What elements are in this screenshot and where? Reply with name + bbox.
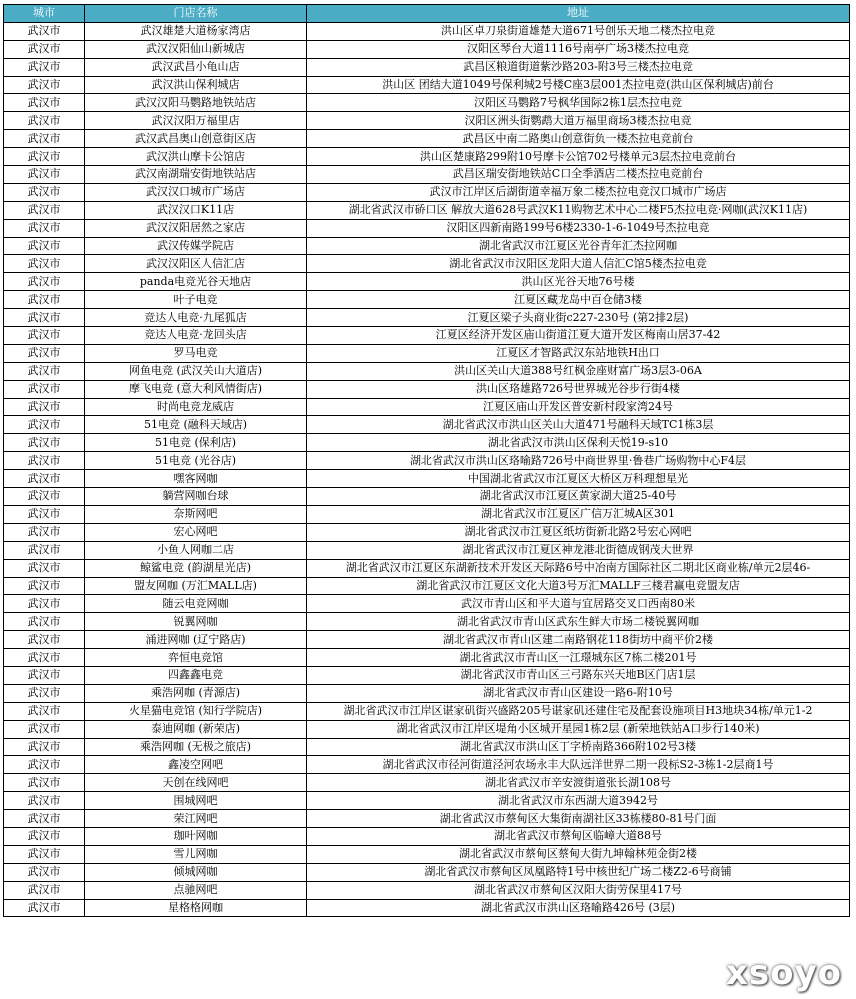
column-header-address: 地址 — [307, 5, 850, 23]
city-cell: 武汉市 — [4, 523, 85, 541]
store-name-cell: 武汉武昌小龟山店 — [85, 58, 307, 76]
table-row — [4, 541, 850, 559]
store-name-cell: 武汉洪山保利城店 — [85, 76, 307, 94]
address-cell: 江夏区藏龙岛中百仓储3楼 — [307, 291, 850, 309]
address-cell: 汉阳区洲头街鹦鹉大道万福里商场3楼杰拉电竞 — [307, 112, 850, 130]
table-row — [4, 183, 850, 201]
address-cell: 洪山区关山大道388号红枫金座财富广场3层3-06A — [307, 362, 850, 380]
city-cell: 武汉市 — [4, 273, 85, 291]
store-name-cell: 雪儿网咖 — [85, 845, 307, 863]
address-cell: 湖北省武汉市洪山区丁字桥南路366附102号3楼 — [307, 738, 850, 756]
table-row — [4, 863, 850, 881]
city-cell: 武汉市 — [4, 505, 85, 523]
table-row — [4, 58, 850, 76]
store-name-cell: 小鱼人网咖二店 — [85, 541, 307, 559]
city-cell: 武汉市 — [4, 58, 85, 76]
address-cell: 湖北省武汉市蔡甸区临嶂大道88号 — [307, 827, 850, 845]
address-cell: 湖北省武汉市青山区三弓路东兴天地B区门店1层 — [307, 666, 850, 684]
address-cell: 洪山区卓刀泉街道雄楚大道671号创乐天地二楼杰拉电竞 — [307, 22, 850, 40]
store-name-cell: 倾城网咖 — [85, 863, 307, 881]
store-name-cell: 锐翼网咖 — [85, 613, 307, 631]
city-cell: 武汉市 — [4, 559, 85, 577]
city-cell: 武汉市 — [4, 613, 85, 631]
address-cell: 湖北省武汉市青山区武东生鲜大市场二楼锐翼网咖 — [307, 613, 850, 631]
table-row — [4, 201, 850, 219]
city-cell: 武汉市 — [4, 827, 85, 845]
city-cell: 武汉市 — [4, 863, 85, 881]
store-name-cell: 武汉南湖瑞安街地铁站店 — [85, 166, 307, 184]
store-name-cell: 荣江网吧 — [85, 810, 307, 828]
city-cell: 武汉市 — [4, 470, 85, 488]
store-name-cell: 51电竞 (融科天域店) — [85, 416, 307, 434]
table-row — [4, 94, 850, 112]
address-cell: 湖北省武汉市青山区建设一路6-附10号 — [307, 684, 850, 702]
address-cell: 湖北省武汉市洪山区关山大道471号融科天域TC1栋3层 — [307, 416, 850, 434]
store-name-cell: 泰迪网咖 (新荣店) — [85, 720, 307, 738]
address-cell: 武昌区粮道街道紫沙路203-附3号三楼杰拉电竞 — [307, 58, 850, 76]
city-cell: 武汉市 — [4, 201, 85, 219]
address-cell: 江夏区经济开发区庙山街道江夏大道开发区梅南山居37-42 — [307, 327, 850, 345]
table-row — [4, 702, 850, 720]
city-cell: 武汉市 — [4, 649, 85, 667]
city-cell: 武汉市 — [4, 738, 85, 756]
table-row — [4, 380, 850, 398]
address-cell: 湖北省武汉市硚口区 解放大道628号武汉K11购物艺术中心二楼F5杰拉电竞·网咖(武汉K11店) — [307, 201, 850, 219]
address-cell: 湖北省武汉市江夏区广信万汇城A区301 — [307, 505, 850, 523]
table-row — [4, 577, 850, 595]
address-cell: 湖北省武汉市洪山区保利天悦19-s10 — [307, 434, 850, 452]
city-cell: 武汉市 — [4, 76, 85, 94]
store-name-cell: 弈恒电竞馆 — [85, 649, 307, 667]
city-cell: 武汉市 — [4, 22, 85, 40]
table-row — [4, 273, 850, 291]
city-cell: 武汉市 — [4, 684, 85, 702]
table-row — [4, 792, 850, 810]
address-cell: 湖北省武汉市东西湖大道3942号 — [307, 792, 850, 810]
store-name-cell: 嘿客网咖 — [85, 470, 307, 488]
city-cell: 武汉市 — [4, 255, 85, 273]
city-cell: 武汉市 — [4, 434, 85, 452]
store-name-cell: 奈斯网吧 — [85, 505, 307, 523]
city-cell: 武汉市 — [4, 112, 85, 130]
city-cell: 武汉市 — [4, 774, 85, 792]
address-cell: 湖北省武汉市洪山区珞喻路426号 (3层) — [307, 899, 850, 917]
table-row — [4, 595, 850, 613]
store-name-cell: 星格格网咖 — [85, 899, 307, 917]
address-cell: 江夏区梁子头商业街c227-230号 (第2排2层) — [307, 309, 850, 327]
table-row — [4, 219, 850, 237]
city-cell: 武汉市 — [4, 94, 85, 112]
city-cell: 武汉市 — [4, 488, 85, 506]
city-cell: 武汉市 — [4, 237, 85, 255]
address-cell: 湖北省武汉市江夏区光谷青年汇杰拉网咖 — [307, 237, 850, 255]
address-cell: 武昌区中南二路奥山创意街负一楼杰拉电竞前台 — [307, 130, 850, 148]
city-cell: 武汉市 — [4, 148, 85, 166]
table-row — [4, 827, 850, 845]
address-cell: 湖北省武汉市江夏区神龙港北街德成钢茂大世界 — [307, 541, 850, 559]
store-name-cell: 武汉武昌奥山创意街区店 — [85, 130, 307, 148]
store-name-cell: 随云电竞网咖 — [85, 595, 307, 613]
address-cell: 武汉市江岸区后湖街道幸福万象二楼杰拉电竞汉口城市广场店 — [307, 183, 850, 201]
table-row — [4, 845, 850, 863]
table-row — [4, 416, 850, 434]
store-name-cell: 武汉传媒学院店 — [85, 237, 307, 255]
city-cell: 武汉市 — [4, 183, 85, 201]
address-cell: 湖北省武汉市蔡甸区汉阳大街劳保里417号 — [307, 881, 850, 899]
table-row — [4, 327, 850, 345]
table-row — [4, 255, 850, 273]
address-cell: 洪山区 团结大道1049号保利城2号楼C座3层001杰拉电竞(洪山区保利城店)前台 — [307, 76, 850, 94]
address-cell: 湖北省武汉市江夏区文化大道3号万汇MALLF三楼君赢电竞盟友店 — [307, 577, 850, 595]
store-name-cell: 武汉雄楚大道杨家湾店 — [85, 22, 307, 40]
address-cell: 湖北省武汉市青山区一江璟城东区7栋二楼201号 — [307, 649, 850, 667]
city-cell: 武汉市 — [4, 845, 85, 863]
address-cell: 汉阳区四新南路199号6楼2330-1-6-1049号杰拉电竞 — [307, 219, 850, 237]
table-row — [4, 362, 850, 380]
store-name-cell: 竞达人电竞·龙回头店 — [85, 327, 307, 345]
address-cell: 汉阳区马鹦路7号枫华国际2栋1层杰拉电竞 — [307, 94, 850, 112]
city-cell: 武汉市 — [4, 416, 85, 434]
column-header-store-name: 门店名称 — [85, 5, 307, 23]
store-name-cell: 宏心网吧 — [85, 523, 307, 541]
store-list-table — [3, 4, 850, 917]
city-cell: 武汉市 — [4, 666, 85, 684]
address-cell: 中国湖北省武汉市江夏区大桥区万科理想星光 — [307, 470, 850, 488]
store-name-cell: 51电竞 (保利店) — [85, 434, 307, 452]
table-row — [4, 148, 850, 166]
table-row — [4, 631, 850, 649]
store-name-cell: 罗马电竞 — [85, 344, 307, 362]
city-cell: 武汉市 — [4, 398, 85, 416]
city-cell: 武汉市 — [4, 327, 85, 345]
address-cell: 汉阳区琴台大道1116号南亭广场3楼杰拉电竞 — [307, 40, 850, 58]
table-body — [4, 22, 850, 917]
store-name-cell: 武汉洪山摩卡公馆店 — [85, 148, 307, 166]
store-name-cell: 天创在线网吧 — [85, 774, 307, 792]
city-cell: 武汉市 — [4, 452, 85, 470]
store-name-cell: 武汉汉阳万福里店 — [85, 112, 307, 130]
address-cell: 湖北省武汉市汉阳区龙阳大道人信汇C馆5楼杰拉电竞 — [307, 255, 850, 273]
store-name-cell: 时尚电竞龙威店 — [85, 398, 307, 416]
city-cell: 武汉市 — [4, 166, 85, 184]
table-row — [4, 344, 850, 362]
store-name-cell: panda电竞光谷天地店 — [85, 273, 307, 291]
store-name-cell: 51电竞 (光谷店) — [85, 452, 307, 470]
table-row — [4, 40, 850, 58]
table-row — [4, 523, 850, 541]
city-cell: 武汉市 — [4, 291, 85, 309]
table-row — [4, 810, 850, 828]
table-row — [4, 291, 850, 309]
table-row — [4, 666, 850, 684]
store-name-cell: 武汉汉阳仙山新城店 — [85, 40, 307, 58]
store-name-cell: 网鱼电竞 (武汉关山大道店) — [85, 362, 307, 380]
store-name-cell: 竞达人电竞·九尾狐店 — [85, 309, 307, 327]
store-name-cell: 武汉汉阳区人信汇店 — [85, 255, 307, 273]
store-name-cell: 火星猫电竞馆 (知行学院店) — [85, 702, 307, 720]
store-name-cell: 武汉汉口城市广场店 — [85, 183, 307, 201]
store-name-cell: 鲸鲨电竞 (韵湖星光店) — [85, 559, 307, 577]
store-name-cell: 鑫凌空网吧 — [85, 756, 307, 774]
address-cell: 湖北省武汉市江夏区黄家湖大道25-40号 — [307, 488, 850, 506]
table-row — [4, 756, 850, 774]
address-cell: 湖北省武汉市江岸区堤角小区城开星园1栋2层 (新荣地铁站A口步行140米) — [307, 720, 850, 738]
address-cell: 湖北省武汉市青山区建二南路钢花118街坊中商平价2楼 — [307, 631, 850, 649]
table-row — [4, 684, 850, 702]
city-cell: 武汉市 — [4, 344, 85, 362]
address-cell: 洪山区楚康路299附10号摩卡公馆702号楼单元3层杰拉电竞前台 — [307, 148, 850, 166]
watermark-logo: xsoyo — [725, 953, 842, 993]
address-cell: 湖北省武汉市径河街道泾河农场永丰大队远洋世界二期一段标S2-3栋1-2层商1号 — [307, 756, 850, 774]
address-cell: 湖北省武汉市辛安渡街道张长湖108号 — [307, 774, 850, 792]
store-name-cell: 涌进网咖 (辽宁路店) — [85, 631, 307, 649]
city-cell: 武汉市 — [4, 810, 85, 828]
store-name-cell: 点驰网吧 — [85, 881, 307, 899]
city-cell: 武汉市 — [4, 881, 85, 899]
city-cell: 武汉市 — [4, 792, 85, 810]
store-name-cell: 盟友网咖 (万汇MALL店) — [85, 577, 307, 595]
column-header-city: 城市 — [4, 5, 85, 23]
city-cell: 武汉市 — [4, 309, 85, 327]
table-row — [4, 613, 850, 631]
table-row — [4, 130, 850, 148]
city-cell: 武汉市 — [4, 631, 85, 649]
address-cell: 江夏区庙山开发区普安新村段家湾24号 — [307, 398, 850, 416]
table-row — [4, 649, 850, 667]
address-cell: 湖北省武汉市蔡甸区凤凰路特1号中核世纪广场二楼Z2-6号商铺 — [307, 863, 850, 881]
city-cell: 武汉市 — [4, 130, 85, 148]
table-row — [4, 881, 850, 899]
city-cell: 武汉市 — [4, 541, 85, 559]
table-row — [4, 452, 850, 470]
table-row — [4, 774, 850, 792]
address-cell: 武昌区瑞安街地铁站C口全季酒店二楼杰拉电竞前台 — [307, 166, 850, 184]
store-name-cell: 摩飞电竞 (意大利风情街店) — [85, 380, 307, 398]
city-cell: 武汉市 — [4, 577, 85, 595]
table-row — [4, 309, 850, 327]
table-row — [4, 488, 850, 506]
store-name-cell: 躺营网咖台球 — [85, 488, 307, 506]
table-row — [4, 22, 850, 40]
store-name-cell: 乘浩网咖 (青源店) — [85, 684, 307, 702]
table-row — [4, 166, 850, 184]
address-cell: 洪山区光谷天地76号楼 — [307, 273, 850, 291]
city-cell: 武汉市 — [4, 899, 85, 917]
store-name-cell: 围城网吧 — [85, 792, 307, 810]
address-cell: 洪山区珞雄路726号世界城光谷步行街4楼 — [307, 380, 850, 398]
city-cell: 武汉市 — [4, 756, 85, 774]
table-row — [4, 720, 850, 738]
store-name-cell: 武汉汉阳居然之家店 — [85, 219, 307, 237]
city-cell: 武汉市 — [4, 40, 85, 58]
table-row — [4, 434, 850, 452]
address-cell: 湖北省武汉市江夏区纸坊街新北路2号宏心网吧 — [307, 523, 850, 541]
address-cell: 湖北省武汉市江夏区东湖新技术开发区天际路6号中冶南方国际社区二期北区商业栋/单元2层46- — [307, 559, 850, 577]
table-row — [4, 505, 850, 523]
store-name-cell: 武汉汉口K11店 — [85, 201, 307, 219]
city-cell: 武汉市 — [4, 720, 85, 738]
address-cell: 江夏区才智路武汉东站地铁H出口 — [307, 344, 850, 362]
table-row — [4, 237, 850, 255]
table-row — [4, 76, 850, 94]
store-name-cell: 四鑫鑫电竞 — [85, 666, 307, 684]
city-cell: 武汉市 — [4, 380, 85, 398]
table-row — [4, 398, 850, 416]
city-cell: 武汉市 — [4, 595, 85, 613]
store-name-cell: 武汉汉阳马鹦路地铁站店 — [85, 94, 307, 112]
address-cell: 湖北省武汉市江岸区谌家矶街兴盛路205号谌家矶还建住宅及配套设施项目H3地块34栋/单元1-2 — [307, 702, 850, 720]
table-row — [4, 559, 850, 577]
city-cell: 武汉市 — [4, 362, 85, 380]
store-name-cell: 乘浩网咖 (无极之旅店) — [85, 738, 307, 756]
store-name-cell: 珈叶网咖 — [85, 827, 307, 845]
city-cell: 武汉市 — [4, 219, 85, 237]
address-cell: 武汉市青山区和平大道与宜居路交叉口西南80米 — [307, 595, 850, 613]
address-cell: 湖北省武汉市蔡甸区大集街南湖社区33栋楼80-81号门面 — [307, 810, 850, 828]
table-header-row — [4, 5, 850, 23]
table-row — [4, 738, 850, 756]
table-row — [4, 470, 850, 488]
store-name-cell: 叶子电竞 — [85, 291, 307, 309]
table-row — [4, 899, 850, 917]
city-cell: 武汉市 — [4, 702, 85, 720]
table-row — [4, 112, 850, 130]
address-cell: 湖北省武汉市洪山区珞喻路726号中商世界里·鲁巷广场购物中心F4层 — [307, 452, 850, 470]
address-cell: 湖北省武汉市蔡甸区蔡甸大街九坤翰林苑金街2楼 — [307, 845, 850, 863]
